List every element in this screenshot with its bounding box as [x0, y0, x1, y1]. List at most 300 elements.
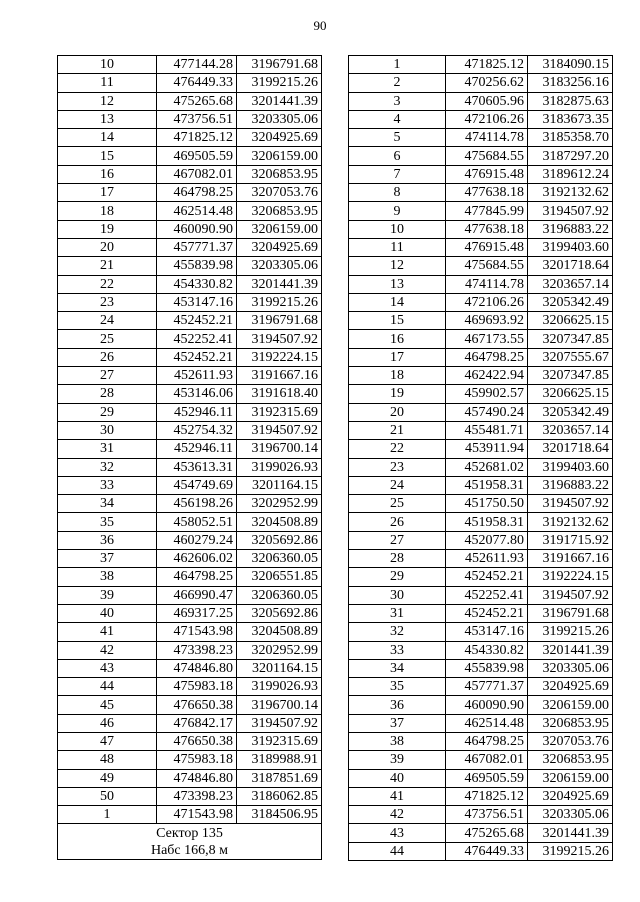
- point-number: 26: [58, 348, 157, 366]
- point-number: 44: [349, 842, 446, 860]
- table-row: [349, 531, 613, 549]
- y-coordinate: 3201441.39: [237, 275, 322, 293]
- point-number: 46: [58, 714, 157, 732]
- x-coordinate: 452681.02: [446, 458, 528, 476]
- x-coordinate: 472106.26: [446, 110, 528, 128]
- x-coordinate: 454330.82: [446, 641, 528, 659]
- point-number: 36: [349, 696, 446, 714]
- x-coordinate: 475265.68: [446, 824, 528, 842]
- table-row: [58, 732, 322, 750]
- table-row: [58, 110, 322, 128]
- y-coordinate: 3205692.86: [237, 531, 322, 549]
- x-coordinate: 476915.48: [446, 238, 528, 256]
- x-coordinate: 452452.21: [157, 348, 237, 366]
- y-coordinate: 3204925.69: [528, 787, 613, 805]
- table-row: [58, 751, 322, 769]
- y-coordinate: 3206159.00: [528, 769, 613, 787]
- point-number: 42: [349, 806, 446, 824]
- point-number: 4: [349, 110, 446, 128]
- y-coordinate: 3206159.00: [237, 220, 322, 238]
- x-coordinate: 452754.32: [157, 421, 237, 439]
- x-coordinate: 471543.98: [157, 806, 237, 824]
- y-coordinate: 3184090.15: [528, 56, 613, 74]
- point-number: 25: [349, 495, 446, 513]
- y-coordinate: 3182875.63: [528, 92, 613, 110]
- point-number: 29: [349, 568, 446, 586]
- y-coordinate: 3192132.62: [528, 513, 613, 531]
- point-number: 16: [58, 165, 157, 183]
- x-coordinate: 452252.41: [446, 586, 528, 604]
- point-number: 6: [349, 147, 446, 165]
- height-caption: Набс 166,8 м: [58, 842, 322, 860]
- table-row: [58, 92, 322, 110]
- table-row: [349, 806, 613, 824]
- y-coordinate: 3201718.64: [528, 257, 613, 275]
- y-coordinate: 3207053.76: [237, 184, 322, 202]
- point-number: 38: [349, 732, 446, 750]
- table-row: [349, 403, 613, 421]
- point-number: 48: [58, 751, 157, 769]
- x-coordinate: 476650.38: [157, 696, 237, 714]
- x-coordinate: 452452.21: [446, 604, 528, 622]
- x-coordinate: 452946.11: [157, 403, 237, 421]
- table-row: [58, 421, 322, 439]
- x-coordinate: 475983.18: [157, 678, 237, 696]
- point-number: 11: [349, 238, 446, 256]
- x-coordinate: 474846.80: [157, 769, 237, 787]
- x-coordinate: 457771.37: [446, 678, 528, 696]
- y-coordinate: 3202952.99: [237, 641, 322, 659]
- y-coordinate: 3206159.00: [528, 696, 613, 714]
- point-number: 35: [58, 513, 157, 531]
- y-coordinate: 3191667.16: [528, 550, 613, 568]
- point-number: 19: [58, 220, 157, 238]
- page-number: 90: [313, 18, 327, 33]
- table-row: [58, 659, 322, 677]
- point-number: 32: [58, 458, 157, 476]
- table-row: [58, 147, 322, 165]
- table-row: [349, 714, 613, 732]
- point-number: 8: [349, 184, 446, 202]
- y-coordinate: 3196791.68: [528, 604, 613, 622]
- x-coordinate: 452252.41: [157, 330, 237, 348]
- table-row: [58, 293, 322, 311]
- x-coordinate: 471825.12: [446, 787, 528, 805]
- x-coordinate: 476449.33: [157, 74, 237, 92]
- point-number: 30: [58, 421, 157, 439]
- table-row: [58, 714, 322, 732]
- x-coordinate: 476842.17: [157, 714, 237, 732]
- point-number: 45: [58, 696, 157, 714]
- y-coordinate: 3187851.69: [237, 769, 322, 787]
- x-coordinate: 460090.90: [157, 220, 237, 238]
- y-coordinate: 3201164.15: [237, 659, 322, 677]
- table-row: [349, 202, 613, 220]
- table-row: [58, 348, 322, 366]
- point-number: 38: [58, 568, 157, 586]
- y-coordinate: 3196883.22: [528, 476, 613, 494]
- x-coordinate: 474846.80: [157, 659, 237, 677]
- x-coordinate: 474114.78: [446, 275, 528, 293]
- table-row: [58, 550, 322, 568]
- point-number: 12: [349, 257, 446, 275]
- point-number: 43: [58, 659, 157, 677]
- y-coordinate: 3206551.85: [237, 568, 322, 586]
- x-coordinate: 476915.48: [446, 165, 528, 183]
- y-coordinate: 3192315.69: [237, 403, 322, 421]
- y-coordinate: 3199403.60: [528, 238, 613, 256]
- point-number: 33: [349, 641, 446, 659]
- table-row: [349, 568, 613, 586]
- table-row: [58, 385, 322, 403]
- point-number: 7: [349, 165, 446, 183]
- x-coordinate: 462514.48: [157, 202, 237, 220]
- point-number: 9: [349, 202, 446, 220]
- y-coordinate: 3203305.06: [237, 257, 322, 275]
- point-number: 2: [349, 74, 446, 92]
- table-row: [58, 184, 322, 202]
- x-coordinate: 467082.01: [446, 751, 528, 769]
- table-row: [58, 568, 322, 586]
- x-coordinate: 469693.92: [446, 312, 528, 330]
- table-row: [349, 56, 613, 74]
- table-row: [349, 312, 613, 330]
- point-number: 17: [58, 184, 157, 202]
- x-coordinate: 477144.28: [157, 56, 237, 74]
- y-coordinate: 3192315.69: [237, 732, 322, 750]
- y-coordinate: 3204508.89: [237, 623, 322, 641]
- y-coordinate: 3191715.92: [528, 531, 613, 549]
- y-coordinate: 3206360.05: [237, 550, 322, 568]
- y-coordinate: 3183256.16: [528, 74, 613, 92]
- point-number: 22: [58, 275, 157, 293]
- point-number: 14: [349, 293, 446, 311]
- point-number: 1: [349, 56, 446, 74]
- x-coordinate: 466990.47: [157, 586, 237, 604]
- y-coordinate: 3206853.95: [528, 714, 613, 732]
- point-number: 28: [349, 550, 446, 568]
- y-coordinate: 3201441.39: [528, 641, 613, 659]
- table-row: [349, 623, 613, 641]
- x-coordinate: 472106.26: [446, 293, 528, 311]
- y-coordinate: 3206853.95: [237, 202, 322, 220]
- table-row: [58, 641, 322, 659]
- table-row: [58, 458, 322, 476]
- x-coordinate: 460279.24: [157, 531, 237, 549]
- x-coordinate: 456198.26: [157, 495, 237, 513]
- table-row: [349, 220, 613, 238]
- y-coordinate: 3199215.26: [528, 842, 613, 860]
- x-coordinate: 464798.25: [446, 348, 528, 366]
- x-coordinate: 470605.96: [446, 92, 528, 110]
- table-row: [349, 604, 613, 622]
- x-coordinate: 476650.38: [157, 732, 237, 750]
- point-number: 36: [58, 531, 157, 549]
- table-row: [349, 495, 613, 513]
- x-coordinate: 451958.31: [446, 513, 528, 531]
- y-coordinate: 3204925.69: [237, 238, 322, 256]
- point-number: 26: [349, 513, 446, 531]
- x-coordinate: 452077.80: [446, 531, 528, 549]
- x-coordinate: 477638.18: [446, 220, 528, 238]
- table-row: [58, 476, 322, 494]
- x-coordinate: 475684.55: [446, 257, 528, 275]
- y-coordinate: 3192224.15: [237, 348, 322, 366]
- x-coordinate: 452611.93: [157, 367, 237, 385]
- table-row: [349, 787, 613, 805]
- x-coordinate: 462514.48: [446, 714, 528, 732]
- table-row: [349, 129, 613, 147]
- table-row: [58, 312, 322, 330]
- point-number: 35: [349, 678, 446, 696]
- point-number: 37: [58, 550, 157, 568]
- table-row: [58, 367, 322, 385]
- table-row: [58, 604, 322, 622]
- x-coordinate: 464798.25: [446, 732, 528, 750]
- y-coordinate: 3206360.05: [237, 586, 322, 604]
- y-coordinate: 3203305.06: [528, 806, 613, 824]
- x-coordinate: 473398.23: [157, 641, 237, 659]
- x-coordinate: 474114.78: [446, 129, 528, 147]
- x-coordinate: 471825.12: [446, 56, 528, 74]
- sector-caption: Сектор 135: [58, 824, 322, 842]
- y-coordinate: 3185358.70: [528, 129, 613, 147]
- table-row: [349, 367, 613, 385]
- x-coordinate: 453146.06: [157, 385, 237, 403]
- table-row: [349, 421, 613, 439]
- point-number: 40: [349, 769, 446, 787]
- table-row: [349, 257, 613, 275]
- point-number: 1: [58, 806, 157, 824]
- table-row: [349, 74, 613, 92]
- y-coordinate: 3186062.85: [237, 787, 322, 805]
- y-coordinate: 3207347.85: [528, 330, 613, 348]
- point-number: 3: [349, 92, 446, 110]
- x-coordinate: 469505.59: [157, 147, 237, 165]
- y-coordinate: 3199215.26: [237, 74, 322, 92]
- x-coordinate: 459902.57: [446, 385, 528, 403]
- x-coordinate: 471543.98: [157, 623, 237, 641]
- point-number: 20: [349, 403, 446, 421]
- y-coordinate: 3205342.49: [528, 403, 613, 421]
- table-row: [349, 440, 613, 458]
- table-row: [58, 806, 322, 824]
- y-coordinate: 3194507.92: [237, 421, 322, 439]
- point-number: 42: [58, 641, 157, 659]
- y-coordinate: 3194507.92: [528, 202, 613, 220]
- y-coordinate: 3191618.40: [237, 385, 322, 403]
- table-row: [58, 403, 322, 421]
- point-number: 23: [349, 458, 446, 476]
- y-coordinate: 3196700.14: [237, 696, 322, 714]
- table-row: [349, 696, 613, 714]
- y-coordinate: 3201441.39: [237, 92, 322, 110]
- y-coordinate: 3194507.92: [237, 714, 322, 732]
- point-number: 16: [349, 330, 446, 348]
- table-row: [58, 202, 322, 220]
- point-number: 27: [349, 531, 446, 549]
- table-row: [349, 293, 613, 311]
- table-row: [349, 275, 613, 293]
- table-row: [349, 458, 613, 476]
- y-coordinate: 3199215.26: [528, 623, 613, 641]
- y-coordinate: 3202952.99: [237, 495, 322, 513]
- point-number: 30: [349, 586, 446, 604]
- table-row: [58, 787, 322, 805]
- y-coordinate: 3199026.93: [237, 458, 322, 476]
- point-number: 41: [349, 787, 446, 805]
- point-number: 18: [349, 367, 446, 385]
- x-coordinate: 467082.01: [157, 165, 237, 183]
- table-row: [349, 641, 613, 659]
- x-coordinate: 470256.62: [446, 74, 528, 92]
- y-coordinate: 3204925.69: [528, 678, 613, 696]
- table-row: [58, 330, 322, 348]
- y-coordinate: 3189988.91: [237, 751, 322, 769]
- table-row: [349, 165, 613, 183]
- table-row: [349, 842, 613, 860]
- x-coordinate: 473756.51: [446, 806, 528, 824]
- x-coordinate: 452452.21: [157, 312, 237, 330]
- y-coordinate: 3192224.15: [528, 568, 613, 586]
- x-coordinate: 452611.93: [446, 550, 528, 568]
- point-number: 33: [58, 476, 157, 494]
- x-coordinate: 451750.50: [446, 495, 528, 513]
- x-coordinate: 455839.98: [446, 659, 528, 677]
- table-row: [349, 110, 613, 128]
- x-coordinate: 471825.12: [157, 129, 237, 147]
- point-number: 15: [58, 147, 157, 165]
- left-coordinate-table: [57, 55, 322, 860]
- table-row: [349, 769, 613, 787]
- table-row: [58, 165, 322, 183]
- x-coordinate: 477638.18: [446, 184, 528, 202]
- point-number: 37: [349, 714, 446, 732]
- table-row: [58, 440, 322, 458]
- table-row: [349, 147, 613, 165]
- table-row: [349, 330, 613, 348]
- table-row: [349, 385, 613, 403]
- y-coordinate: 3207347.85: [528, 367, 613, 385]
- x-coordinate: 469317.25: [157, 604, 237, 622]
- x-coordinate: 458052.51: [157, 513, 237, 531]
- y-coordinate: 3206853.95: [237, 165, 322, 183]
- point-number: 14: [58, 129, 157, 147]
- x-coordinate: 457771.37: [157, 238, 237, 256]
- x-coordinate: 469505.59: [446, 769, 528, 787]
- table-row: [349, 586, 613, 604]
- x-coordinate: 453911.94: [446, 440, 528, 458]
- y-coordinate: 3196883.22: [528, 220, 613, 238]
- x-coordinate: 475265.68: [157, 92, 237, 110]
- y-coordinate: 3207053.76: [528, 732, 613, 750]
- x-coordinate: 462606.02: [157, 550, 237, 568]
- point-number: 34: [58, 495, 157, 513]
- y-coordinate: 3206625.15: [528, 385, 613, 403]
- point-number: 23: [58, 293, 157, 311]
- x-coordinate: 452452.21: [446, 568, 528, 586]
- x-coordinate: 455481.71: [446, 421, 528, 439]
- x-coordinate: 454749.69: [157, 476, 237, 494]
- y-coordinate: 3187297.20: [528, 147, 613, 165]
- table-row: [349, 824, 613, 842]
- point-number: 11: [58, 74, 157, 92]
- height-caption-row: [58, 842, 322, 860]
- point-number: 28: [58, 385, 157, 403]
- x-coordinate: 451958.31: [446, 476, 528, 494]
- y-coordinate: 3196700.14: [237, 440, 322, 458]
- point-number: 31: [58, 440, 157, 458]
- point-number: 29: [58, 403, 157, 421]
- y-coordinate: 3201441.39: [528, 824, 613, 842]
- point-number: 25: [58, 330, 157, 348]
- table-row: [58, 220, 322, 238]
- x-coordinate: 453613.31: [157, 458, 237, 476]
- table-row: [349, 184, 613, 202]
- table-row: [58, 586, 322, 604]
- y-coordinate: 3191667.16: [237, 367, 322, 385]
- point-number: 17: [349, 348, 446, 366]
- y-coordinate: 3206853.95: [528, 751, 613, 769]
- point-number: 31: [349, 604, 446, 622]
- table-row: [58, 495, 322, 513]
- point-number: 22: [349, 440, 446, 458]
- x-coordinate: 462422.94: [446, 367, 528, 385]
- table-row: [58, 74, 322, 92]
- table-row: [349, 659, 613, 677]
- table-row: [349, 513, 613, 531]
- y-coordinate: 3206625.15: [528, 312, 613, 330]
- x-coordinate: 452946.11: [157, 440, 237, 458]
- x-coordinate: 475684.55: [446, 147, 528, 165]
- y-coordinate: 3196791.68: [237, 312, 322, 330]
- table-row: [58, 678, 322, 696]
- point-number: 5: [349, 129, 446, 147]
- table-row: [58, 129, 322, 147]
- point-number: 24: [349, 476, 446, 494]
- point-number: 21: [349, 421, 446, 439]
- y-coordinate: 3199026.93: [237, 678, 322, 696]
- table-row: [349, 751, 613, 769]
- table-row: [349, 92, 613, 110]
- point-number: 43: [349, 824, 446, 842]
- y-coordinate: 3204925.69: [237, 129, 322, 147]
- y-coordinate: 3196791.68: [237, 56, 322, 74]
- point-number: 47: [58, 732, 157, 750]
- table-row: [58, 623, 322, 641]
- table-row: [349, 476, 613, 494]
- y-coordinate: 3192132.62: [528, 184, 613, 202]
- table-row: [58, 696, 322, 714]
- point-number: 13: [349, 275, 446, 293]
- sector-caption-row: [58, 824, 322, 842]
- x-coordinate: 473756.51: [157, 110, 237, 128]
- y-coordinate: 3205692.86: [237, 604, 322, 622]
- y-coordinate: 3206159.00: [237, 147, 322, 165]
- y-coordinate: 3203305.06: [237, 110, 322, 128]
- y-coordinate: 3194507.92: [237, 330, 322, 348]
- point-number: 39: [58, 586, 157, 604]
- x-coordinate: 453147.16: [446, 623, 528, 641]
- table-row: [349, 732, 613, 750]
- point-number: 21: [58, 257, 157, 275]
- point-number: 24: [58, 312, 157, 330]
- y-coordinate: 3183673.35: [528, 110, 613, 128]
- y-coordinate: 3199403.60: [528, 458, 613, 476]
- point-number: 49: [58, 769, 157, 787]
- table-row: [58, 238, 322, 256]
- x-coordinate: 457490.24: [446, 403, 528, 421]
